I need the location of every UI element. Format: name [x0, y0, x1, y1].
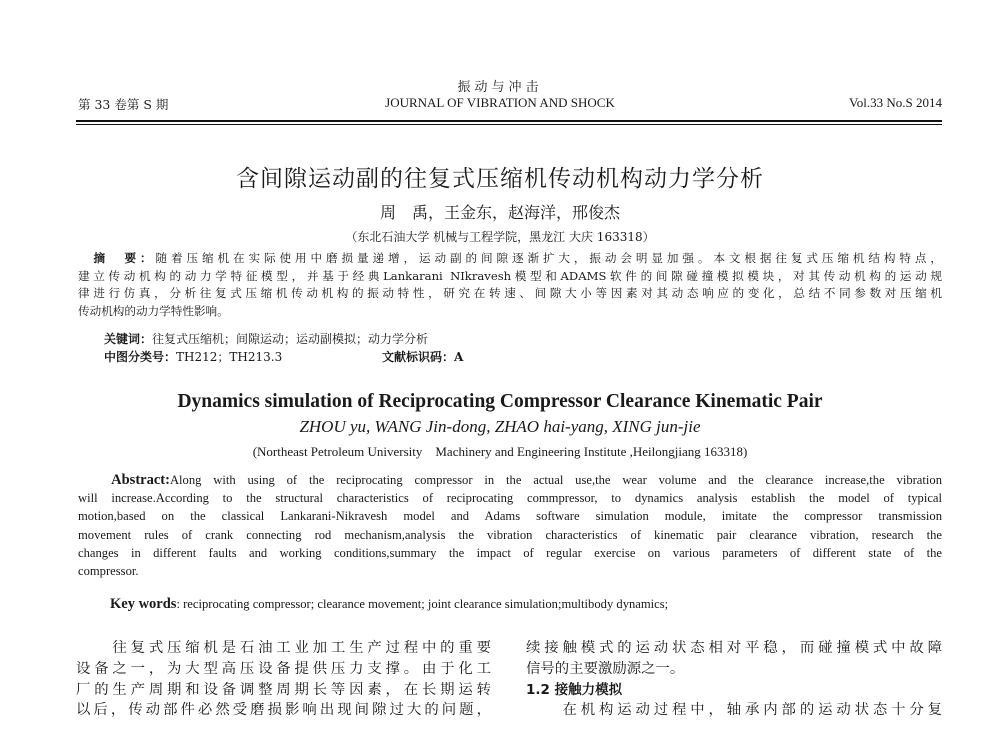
abstract-en-line: motion,based on the classical Lankarani-Nikravesh model and Adams software simulation module, imitate the compressor transmission — [78, 509, 942, 524]
body-line: 在机构运动过程中，轴承内部的运动状态十分复 — [526, 702, 942, 719]
abstract-en-line: compressor. — [78, 564, 139, 579]
abstract-en — [78, 471, 942, 580]
body-column-left — [76, 638, 491, 721]
body-line: 厂的生产周期和设备调整周期长等因素，在长期运转 — [76, 681, 491, 698]
body-line: 以后，传动部件必然受磨损影响出现间隙过大的问题， — [76, 702, 491, 719]
affiliation-en: (Northeast Petroleum University Machinery and Engineering Institute ,Heilongjiang 163318) — [252, 444, 748, 459]
classification-value: TH212；TH213.3 — [176, 350, 283, 364]
abstract-cn-line: 律进行仿真，分析往复式压缩机传动机构的振动特性，研究在转速、间隙大小等因素对其动态响应的变化，总结不同参数对压缩机 — [78, 286, 942, 300]
body-line: 续接触模式的运动状态相对平稳，而碰撞模式中故障 — [526, 640, 942, 656]
authors-en: ZHOU yu, WANG Jin-dong, ZHAO hai-yang, XING jun-jie — [299, 417, 701, 436]
abstract-en-text: Along with using of the reciprocating compressor in the actual use,the wear volume and the clearance increase,the vibration — [169, 473, 942, 487]
abstract-cn — [78, 250, 942, 320]
abstract-cn-line: 建立传动机构的动力学特征模型，并基于经典Lankarani NIkravesh模型和ADAMS软件的间隙碰撞模拟模块，对其传动机构的运动规 — [78, 268, 942, 283]
section-heading: 1.2 接触力模拟 — [526, 681, 623, 698]
issue-label-cn: 第 33 卷第 S 期 — [78, 97, 169, 112]
affiliation-cn: （东北石油大学 机械与工程学院，黑龙江 大庆 163318） — [345, 230, 655, 244]
paper-title-cn: 含间隙运动副的往复式压缩机传动机构动力学分析 — [236, 166, 764, 192]
body-line: 往复式压缩机是石油工业加工生产过程中的重要 — [76, 640, 491, 656]
header-rule-thin — [76, 124, 942, 125]
journal-name-cn: 振动与冲击 — [457, 80, 543, 95]
authors-cn: 周 禹，王金东，赵海洋，邢俊杰 — [379, 203, 620, 222]
keywords-cn — [104, 330, 428, 347]
keywords-cn-text: 往复式压缩机；间隙运动；运动副模拟；动力学分析 — [152, 332, 429, 346]
keywords-cn-label: 关键词： — [104, 332, 153, 346]
document-code — [382, 348, 463, 365]
abstract-en-line — [78, 471, 942, 489]
abstract-en-line: changes in different faults and working conditions,summary the impact of regular exercise on various parameters of different state of the — [78, 545, 942, 560]
volume-label: Vol.33 No.S 2014 — [849, 95, 942, 110]
classification-label: 中图分类号： — [104, 350, 177, 364]
abstract-cn-text: 随着压缩机在实际使用中磨损量递增，运动副的间隙逐渐扩大，振动会明显加强。本文根据往复式压缩机结构特点， — [155, 251, 942, 265]
header-rule-thick — [76, 120, 942, 122]
classification-number — [104, 348, 282, 365]
abstract-en-line: movement rules of crank connecting rod mechanism,analysis the vibration characteristics of kinematic pair clearance vibration, research the — [78, 527, 942, 542]
abstract-en-label: Abstract: — [111, 472, 170, 488]
body-column-right — [526, 638, 942, 721]
abstract-cn-line: 传动机构的动力学特性影响。 — [78, 303, 229, 318]
keywords-en — [110, 596, 668, 613]
keywords-en-label: Key words — [110, 596, 177, 612]
body-line: 信号的主要激励源之一。 — [526, 660, 685, 677]
body-line: 设备之一，为大型高压设备提供压力支撑。由于化工 — [76, 660, 491, 677]
paper-title-en: Dynamics simulation of Reciprocating Compressor Clearance Kinematic Pair — [177, 391, 823, 412]
abstract-en-line: will increase.According to the structural characteristics of reciprocating commpressor, to dynamics analysis establish the model of typical — [78, 491, 942, 506]
abstract-cn-label: 摘 要： — [93, 251, 156, 265]
journal-name-en: JOURNAL OF VIBRATION AND SHOCK — [385, 95, 615, 110]
document-code-value: A — [454, 350, 464, 364]
document-code-label: 文献标识码： — [382, 350, 455, 364]
abstract-cn-line — [78, 250, 942, 268]
keywords-en-text: : reciprocating compressor; clearance movement; joint clearance simulation;multibody dynamics; — [176, 597, 669, 611]
